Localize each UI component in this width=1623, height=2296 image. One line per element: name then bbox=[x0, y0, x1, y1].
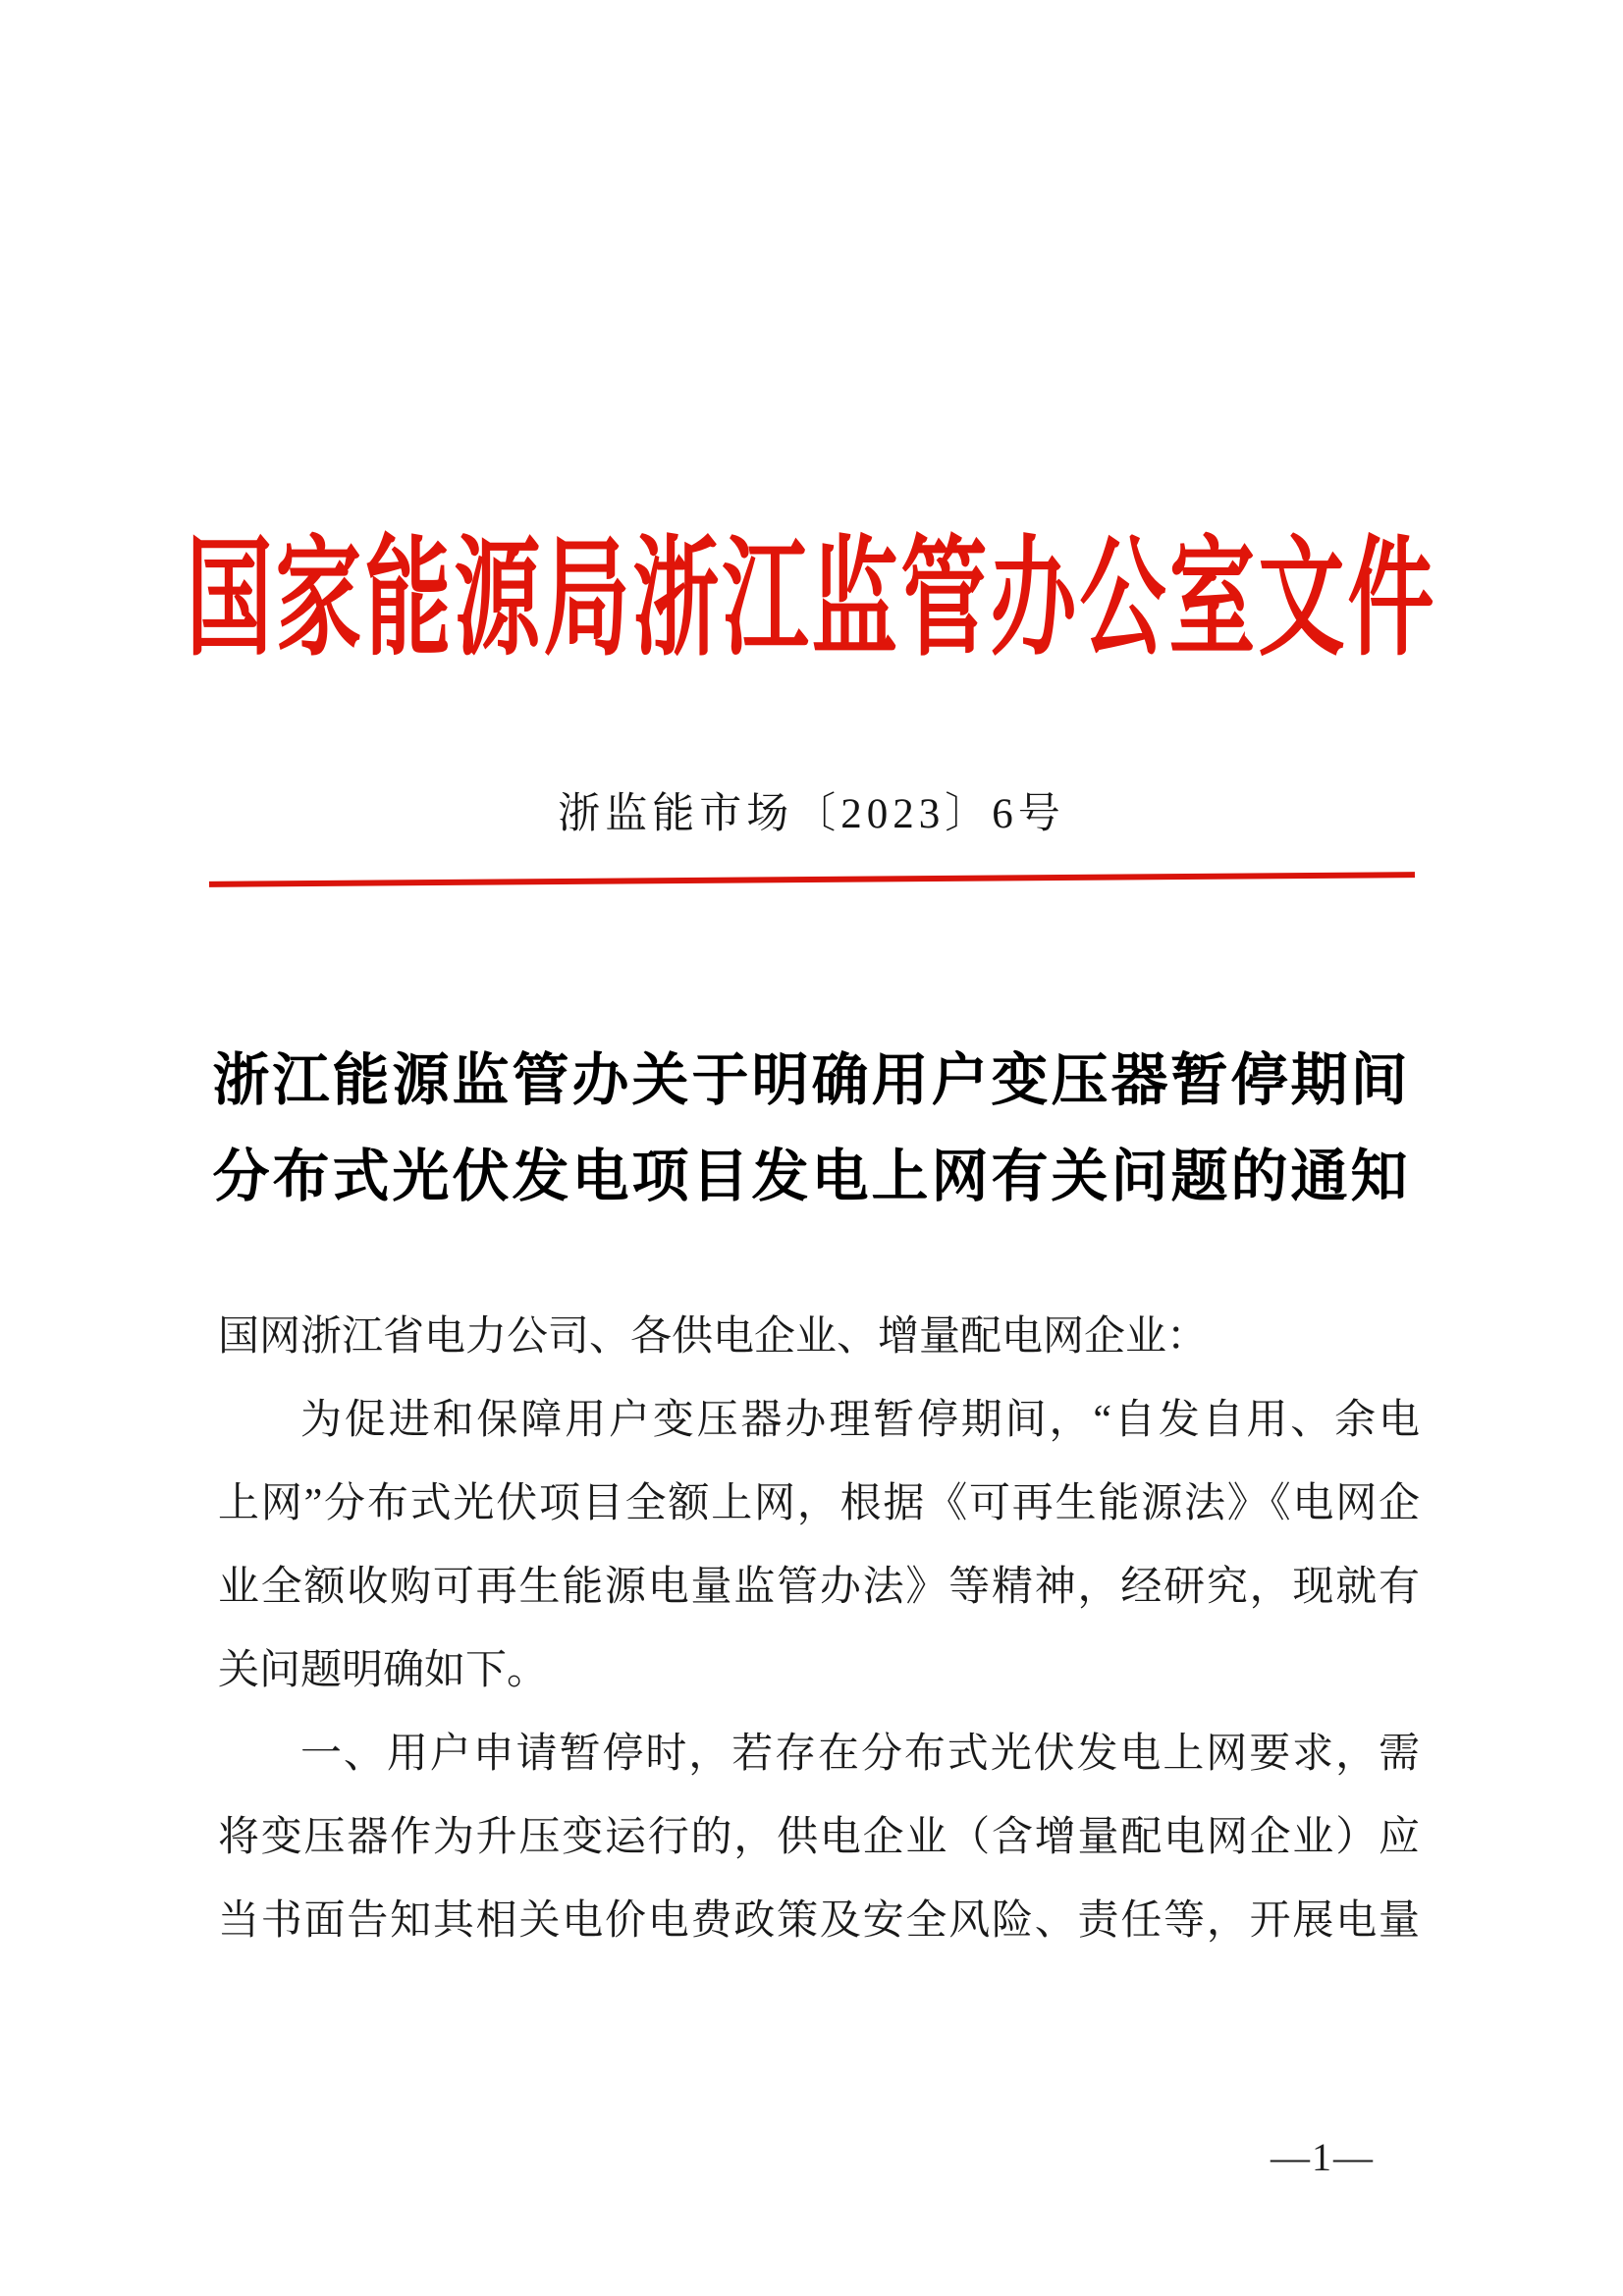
document-title bbox=[0, 1033, 1623, 1225]
salutation-line: 国网浙江省电力公司、各供电企业、增量配电网企业： bbox=[218, 1314, 1209, 1360]
document-body bbox=[218, 1296, 1420, 1963]
document-title-line-2: 分布式光伏发电项目发电上网有关问题的通知 bbox=[212, 1145, 1411, 1208]
body-line: 关问题明确如下。 bbox=[218, 1648, 549, 1693]
header-divider-rule bbox=[209, 872, 1415, 887]
body-line: 业全额收购可再生能源电量监管办法》等精神，经研究，现就有 bbox=[218, 1565, 1420, 1610]
body-line: 为促进和保障用户变压器办理暂停期间，“自发自用、余电 bbox=[300, 1398, 1420, 1443]
page-number: —1— bbox=[1271, 2135, 1375, 2179]
body-line: 一、用户申请暂停时，若存在分布式光伏发电上网要求，需 bbox=[300, 1732, 1420, 1777]
document-number: 浙监能市场〔2023〕6号 bbox=[558, 791, 1065, 837]
agency-header-title: 国家能源局浙江监管办公室文件 bbox=[186, 529, 1437, 672]
body-line: 将变压器作为升压变运行的，供电企业（含增量配电网企业）应 bbox=[218, 1815, 1420, 1860]
body-line: 上网”分布式光伏项目全额上网，根据《可再生能源法》《电网企 bbox=[218, 1481, 1420, 1526]
body-line: 当书面告知其相关电价电费政策及安全风险、责任等，开展电量 bbox=[218, 1898, 1420, 1944]
document-title-line-1: 浙江能源监管办关于明确用户变压器暂停期间 bbox=[212, 1048, 1411, 1112]
